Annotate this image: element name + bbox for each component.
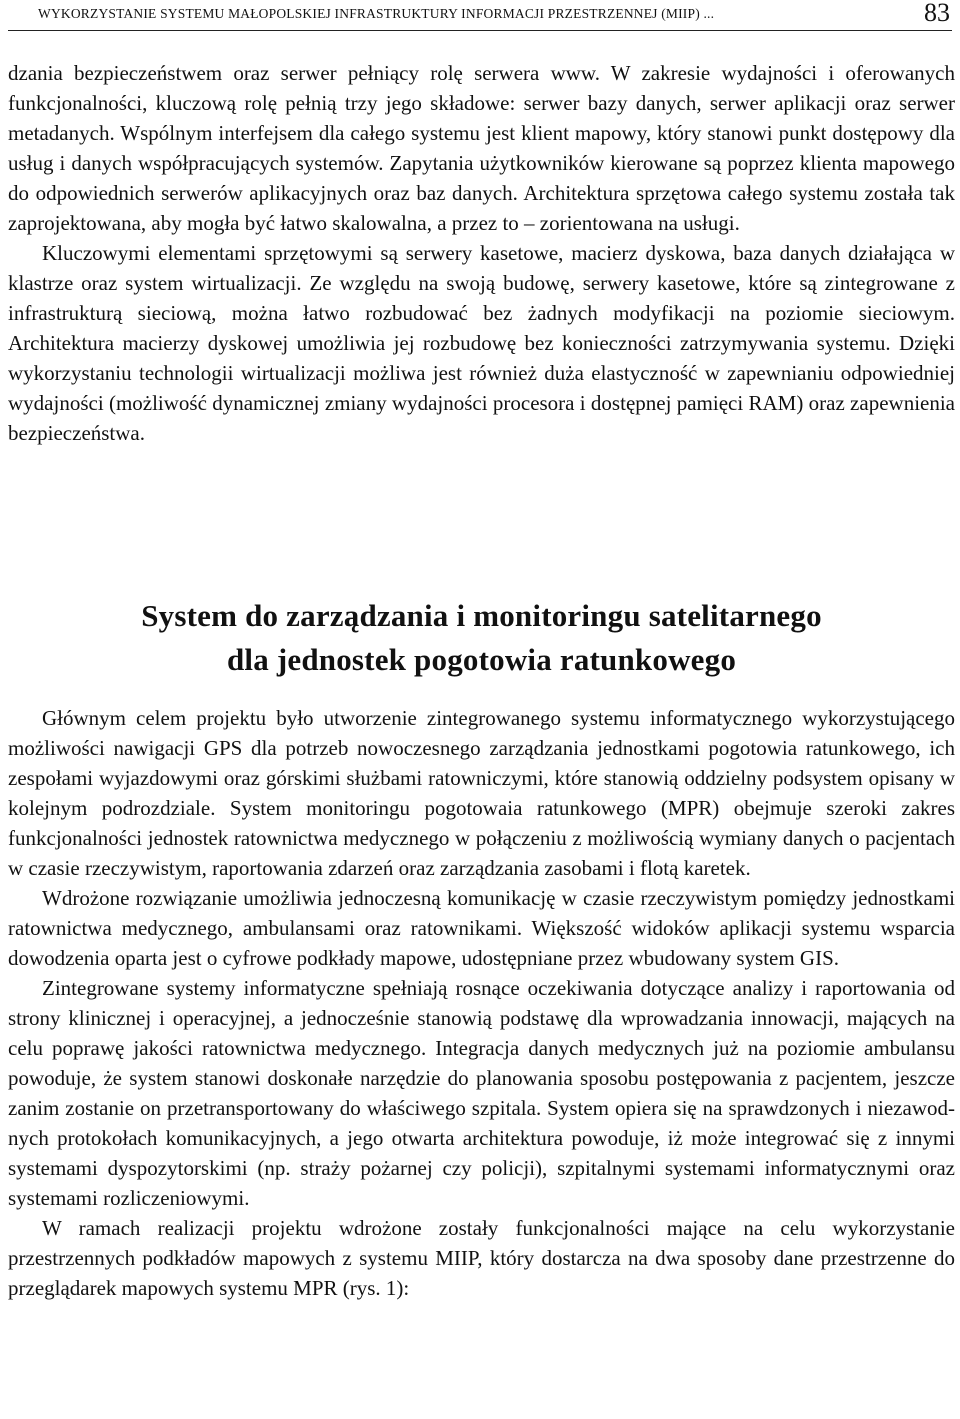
paragraph: Głównym celem projektu było utworzenie zintegrowanego systemu informatycznego wykorzystującego możliwości nawigacji GPS dla potrzeb nowoczesnego zarządzania jednostkami pogotowia ratunkowego, ich zespołami wyjazdowymi oraz górskimi służbami ratowniczymi, które stanowią oddzielny podsystem opisany w kolejnym podrozdziale. System monitoringu pogotowaia ratunkowego (MPR) obejmuje szeroki zakres funkcjonalności jednostek ratownictwa medycznego w połączeniu z możliwością wymiany danych o pacjentach w czasie rzeczywistym, raportowania zdarzeń oraz zarządzania zasobami i flotą karetek. <box>8 706 955 880</box>
running-header-title: WYKORZYSTANIE SYSTEMU MAŁOPOLSKIEJ INFRASTRUKTURY INFORMACJI PRZESTRZENNEJ (MIIP) ... <box>38 6 715 21</box>
paragraph: W ramach realizacji projektu wdrożone zostały funkcjonalności mające na celu wykorzystanie przestrzennych podkładów mapowych z systemu MIIP, który dostarcza na dwa sposoby dane przestrzenne do przeglądarek mapowych systemu MPR (rys. 1): <box>8 1216 955 1300</box>
paragraph: dzania bezpieczeństwem oraz serwer pełniący rolę serwera www. W zakresie wydajności i oferowanych funkcjonalności, kluczową rolę pełnią trzy jego składowe: serwer bazy danych, serwer aplikacji oraz serwer metadanych. Wspólnym interfejsem dla całego systemu jest klient mapowy, który stanowi punkt dostępowy dla usług i danych współpracujących systemów. Zapytania użytkowników kierowane są poprzez klienta mapowego do odpowiednich serwerów aplikacyjnych oraz baz danych. Architektura sprzętowa całego systemu została tak zaprojektowana, aby mogła być łatwo skalowalna, a przez to – zorientowana na usługi. <box>8 61 955 235</box>
section-heading <box>8 594 955 682</box>
paragraph: Kluczowymi elementami sprzętowymi są serwery kasetowe, macierz dyskowa, baza danych działająca w klastrze oraz system wirtualizacji. Ze względu na swoją budowę, serwery kasetowe, które są zintegrowane z infrastrukturą sieciową, można łatwo rozbudować bez żadnych modyfikacji na poziomie sieciowym. Architektura macierzy dyskowej umożliwia jej rozbudowę bez konieczności zatrzymywania systemu. Dzięki wykorzystaniu technologii wirtualizacji możliwa jest również duża elastyczność w zapewnianiu odpowiedniej wydajności (możliwość dynamicznej zmiany wydajności procesora i dostępnej pamięci RAM) oraz zapewnienia bezpieczeństwa. <box>8 241 955 445</box>
section-heading-line-1: System do zarządzania i monitoringu satelitarnego <box>141 598 822 633</box>
bottom-text-block <box>8 703 955 1303</box>
paragraph: Zintegrowane systemy informatyczne spełniają rosnące oczekiwania dotyczące analizy i raportowania od strony klinicznej i operacyjnej, a jednocześnie stanowią podstawę dla wprowadzania innowacji, mających na celu poprawę jakości ratownictwa medycznego. Integracja danych medycznych już na poziomie ambulansu powoduje, że system stanowi doskonałe narzędzie do planowania sposobu postępowania z pacjentem, jeszcze zanim zostanie on przetransportowany do właściwego szpitala. System opiera się na sprawdzonych i niezawodnych protokołach komunikacyjnych, a jego otwarta architektura powoduje, iż może integrować się z innymi systemami dyspozytorskimi (np. straży pożarnej czy policji), szpitalnymi systemami informatycznymi oraz systemami rozliczeniowymi. <box>8 976 955 1210</box>
running-header <box>8 0 952 31</box>
section-heading-line-2: dla jednostek pogotowia ratunkowego <box>226 642 737 677</box>
page-number: 83 <box>924 0 950 27</box>
paragraph: Wdrożone rozwiązanie umożliwia jednoczesną komunikację w czasie rzeczywistym pomiędzy jednostkami ratownictwa medycznego, ambulansami oraz ratownikami. Większość widoków aplikacji systemu wsparcia dowodzenia oparta jest o cyfrowe podkłady mapowe, udostępniane przez wbudowany system GIS. <box>8 886 955 970</box>
top-text-block <box>8 58 955 448</box>
